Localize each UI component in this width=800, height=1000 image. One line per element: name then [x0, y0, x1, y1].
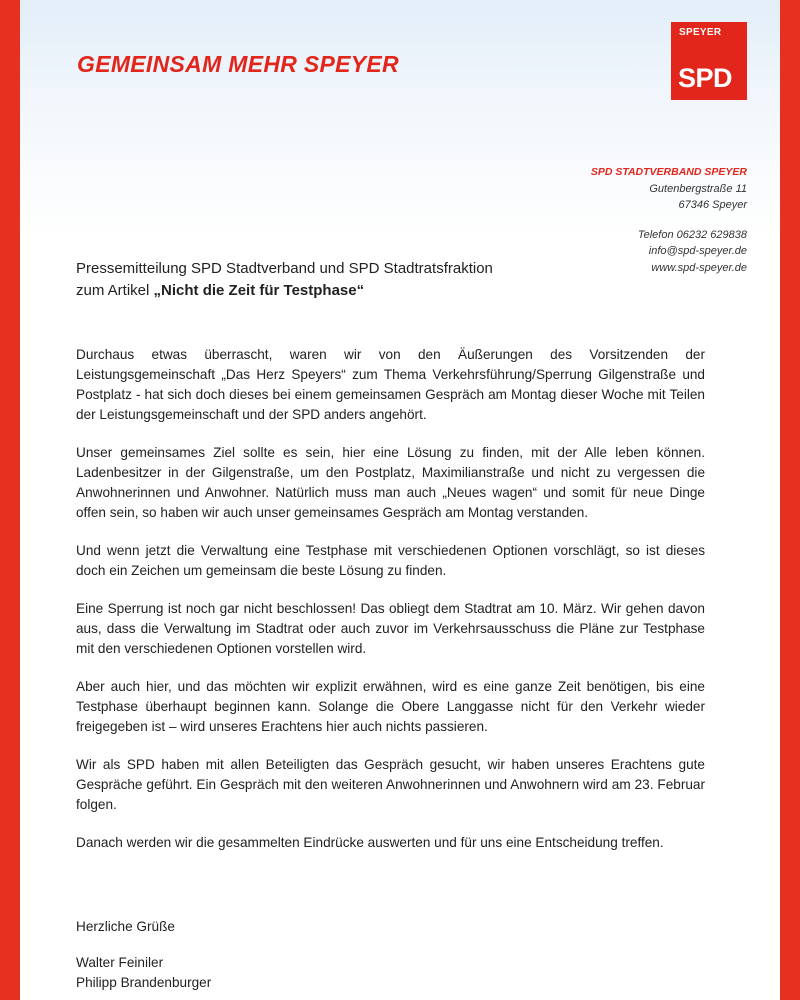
signer-name: Philipp Brandenburger [76, 975, 212, 990]
letter-body [76, 345, 705, 871]
sender-street: Gutenbergstraße 11 [649, 182, 747, 195]
article-title: „Nicht die Zeit für Testphase“ [153, 282, 365, 299]
sender-website: www.spd-speyer.de [651, 261, 747, 274]
paragraph: Aber auch hier, und das möchten wir explizit erwähnen, wird es eine ganze Zeit benötigen, bis eine Testphase überhaupt beginnen kann. Solange die Obere Langgasse nicht für den Verkehr wieder freigegeben ist – wird unseres Erachtens hier auch nichts passieren. [76, 679, 705, 734]
title-line-1: Pressemitteilung SPD Stadtverband und SPD Stadtratsfraktion [76, 260, 493, 277]
title-prefix: zum Artikel [76, 282, 154, 299]
press-release-title [76, 258, 596, 302]
paragraph: Eine Sperrung ist noch gar nicht beschlossen! Das obliegt dem Stadtrat am 10. März. Wir gehen davon aus, dass die Verwaltung im Stadtrat oder auch zuvor im Verkehrsausschuss die Pläne zur Testphase mit den verschiedenen Optionen vorstellen wird. [76, 601, 705, 656]
logo-party: SPD [678, 63, 733, 93]
paragraph: Unser gemeinsames Ziel sollte es sein, hier eine Lösung zu finden, mit der Alle leben können. Ladenbesitzer in der Gilgenstraße, um den Postplatz, Maximilianstraße und nicht zu vergessen die Anwohnerinnen und Anwohner. Natürlich muss man auch „Neues wagen“ und somit für neue Dinge offen sein, so haben wir auch unser gemeinsames Gespräch am Montag verstanden. [76, 445, 705, 520]
paragraph: Durchaus etwas überrascht, waren wir von den Äußerungen des Vorsitzenden der Leistungsgemeinschaft „Das Herz Speyers“ zum Thema Verkehrsführung/Sperrung Gilgenstraße und Postplatz - hat sich doch dieses bei einem gemeinsamen Gespräch am Montag dieser Woche mit Teilen der Leistungsgemeinschaft und der SPD anders angehört. [76, 347, 705, 422]
signer-name: Walter Feiniler [76, 955, 164, 970]
sender-email: info@spd-speyer.de [648, 245, 747, 257]
letter-page [20, 0, 780, 1000]
paragraph: Und wenn jetzt die Verwaltung eine Testphase mit verschiedenen Optionen vorschlägt, so ist dieses doch ein Zeichen um gemeinsam die beste Lösung zu finden. [76, 543, 705, 578]
slogan: GEMEINSAM MEHR SPEYER [77, 51, 399, 77]
greeting: Herzliche Grüße [76, 919, 175, 934]
sender-city: 67346 Speyer [678, 199, 747, 211]
paragraph: Wir als SPD haben mit allen Beteiligten das Gespräch gesucht, wir haben unseres Erachtens gute Gespräche geführt. Ein Gespräch mit den weiteren Anwohnerinnen und Anwohnern wird am 23. Februar folgen. [76, 757, 705, 812]
sender-address [591, 164, 747, 276]
spd-logo [671, 22, 747, 100]
logo-city: SPEYER [679, 27, 722, 38]
paragraph: Danach werden wir die gesammelten Eindrücke auswerten und für uns eine Entscheidung treffen. [76, 835, 664, 850]
letter-closing [76, 917, 476, 993]
sender-org: SPD STADTVERBAND SPEYER [590, 166, 747, 178]
sender-phone: Telefon 06232 629838 [637, 228, 747, 241]
title-line-2 [76, 280, 596, 302]
